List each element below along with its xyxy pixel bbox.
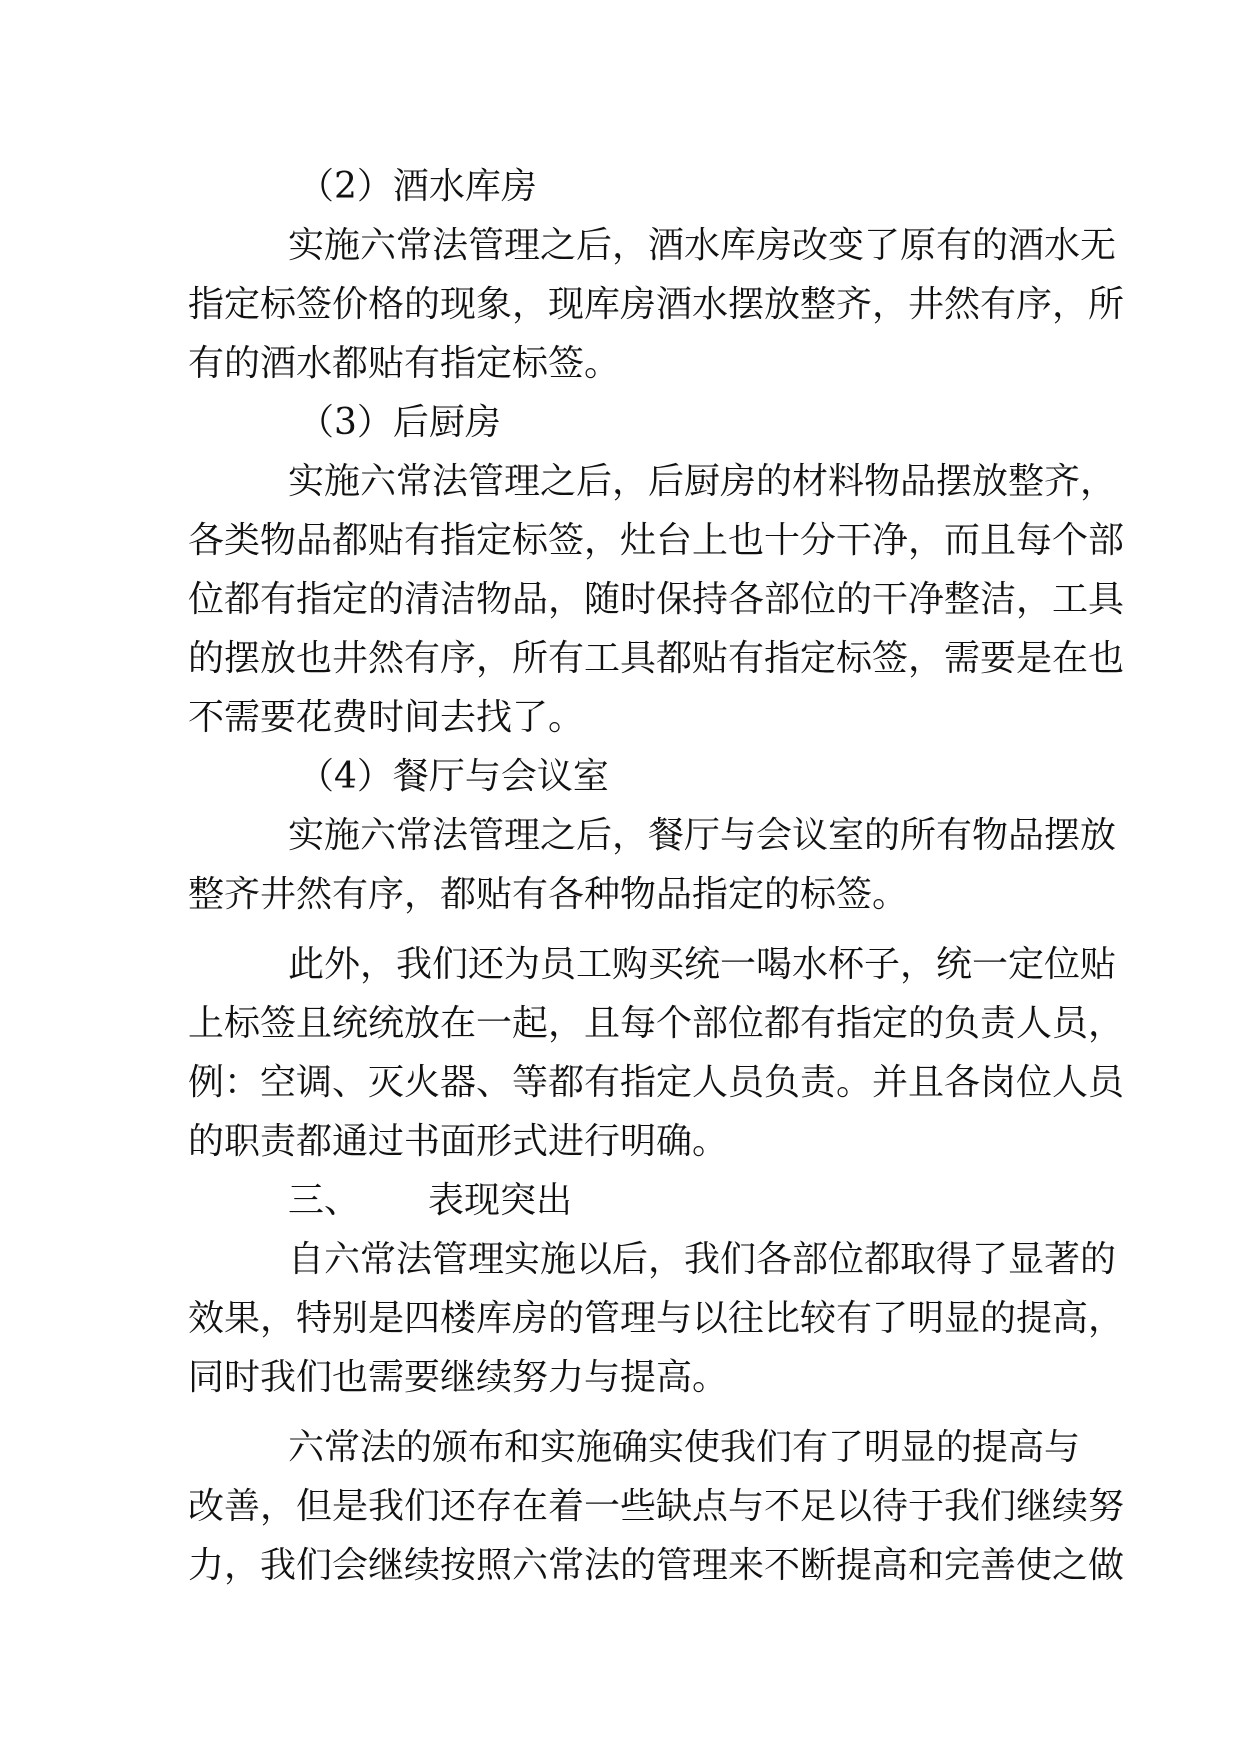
paragraph-line: 实施六常法管理之后，餐厅与会议室的所有物品摆放 bbox=[288, 815, 1117, 856]
paragraph-line: 上标签且统统放在一起，且每个部位都有指定的负责人员， bbox=[188, 1003, 1125, 1044]
heading-back-kitchen: （3）后厨房 bbox=[298, 402, 501, 443]
paragraph-line: 实施六常法管理之后，后厨房的材料物品摆放整齐， bbox=[288, 461, 1117, 502]
paragraph-line: 此外，我们还为员工购买统一喝水杯子，统一定位贴 bbox=[288, 944, 1117, 985]
section-number: 三、 bbox=[288, 1180, 361, 1221]
paragraph-line: 力，我们会继续按照六常法的管理来不断提高和完善使之做 bbox=[188, 1545, 1125, 1586]
document-body bbox=[188, 157, 1125, 1595]
paragraph-line: 改善，但是我们还存在着一些缺点与不足以待于我们继续努 bbox=[188, 1486, 1125, 1527]
heading-dining-meeting-room: （4）餐厅与会议室 bbox=[298, 756, 609, 797]
paragraph-line: 例：空调、灭火器、等都有指定人员负责。并且各岗位人员 bbox=[188, 1062, 1125, 1103]
paragraph-line: 同时我们也需要继续努力与提高。 bbox=[188, 1357, 729, 1398]
paragraph-line: 整齐井然有序，都贴有各种物品指定的标签。 bbox=[188, 874, 909, 915]
paragraph-line: 的摆放也井然有序，所有工具都贴有指定标签，需要是在也 bbox=[188, 638, 1125, 679]
paragraph-line: 实施六常法管理之后，酒水库房改变了原有的酒水无 bbox=[288, 225, 1117, 266]
paragraph-line: 位都有指定的清洁物品，随时保持各部位的干净整洁，工具 bbox=[188, 579, 1125, 620]
paragraph-line: 的职责都通过书面形式进行明确。 bbox=[188, 1121, 729, 1162]
paragraph-line: 指定标签价格的现象，现库房酒水摆放整齐，井然有序，所 bbox=[188, 284, 1125, 325]
paragraph-line: 各类物品都贴有指定标签，灶台上也十分干净，而且每个部 bbox=[188, 520, 1125, 561]
paragraph-line: 自六常法管理实施以后，我们各部位都取得了显著的 bbox=[288, 1239, 1117, 1280]
paragraph-line: 不需要花费时间去找了。 bbox=[188, 697, 585, 738]
paragraph-line: 有的酒水都贴有指定标签。 bbox=[188, 343, 621, 384]
paragraph-line: 效果，特别是四楼库房的管理与以往比较有了明显的提高， bbox=[188, 1298, 1125, 1339]
paragraph-line: 六常法的颁布和实施确实使我们有了明显的提高与 bbox=[288, 1427, 1081, 1468]
heading-wine-storeroom: （2）酒水库房 bbox=[298, 166, 537, 207]
section-title: 表现突出 bbox=[428, 1180, 573, 1221]
section-heading-outstanding bbox=[188, 1171, 1058, 1230]
